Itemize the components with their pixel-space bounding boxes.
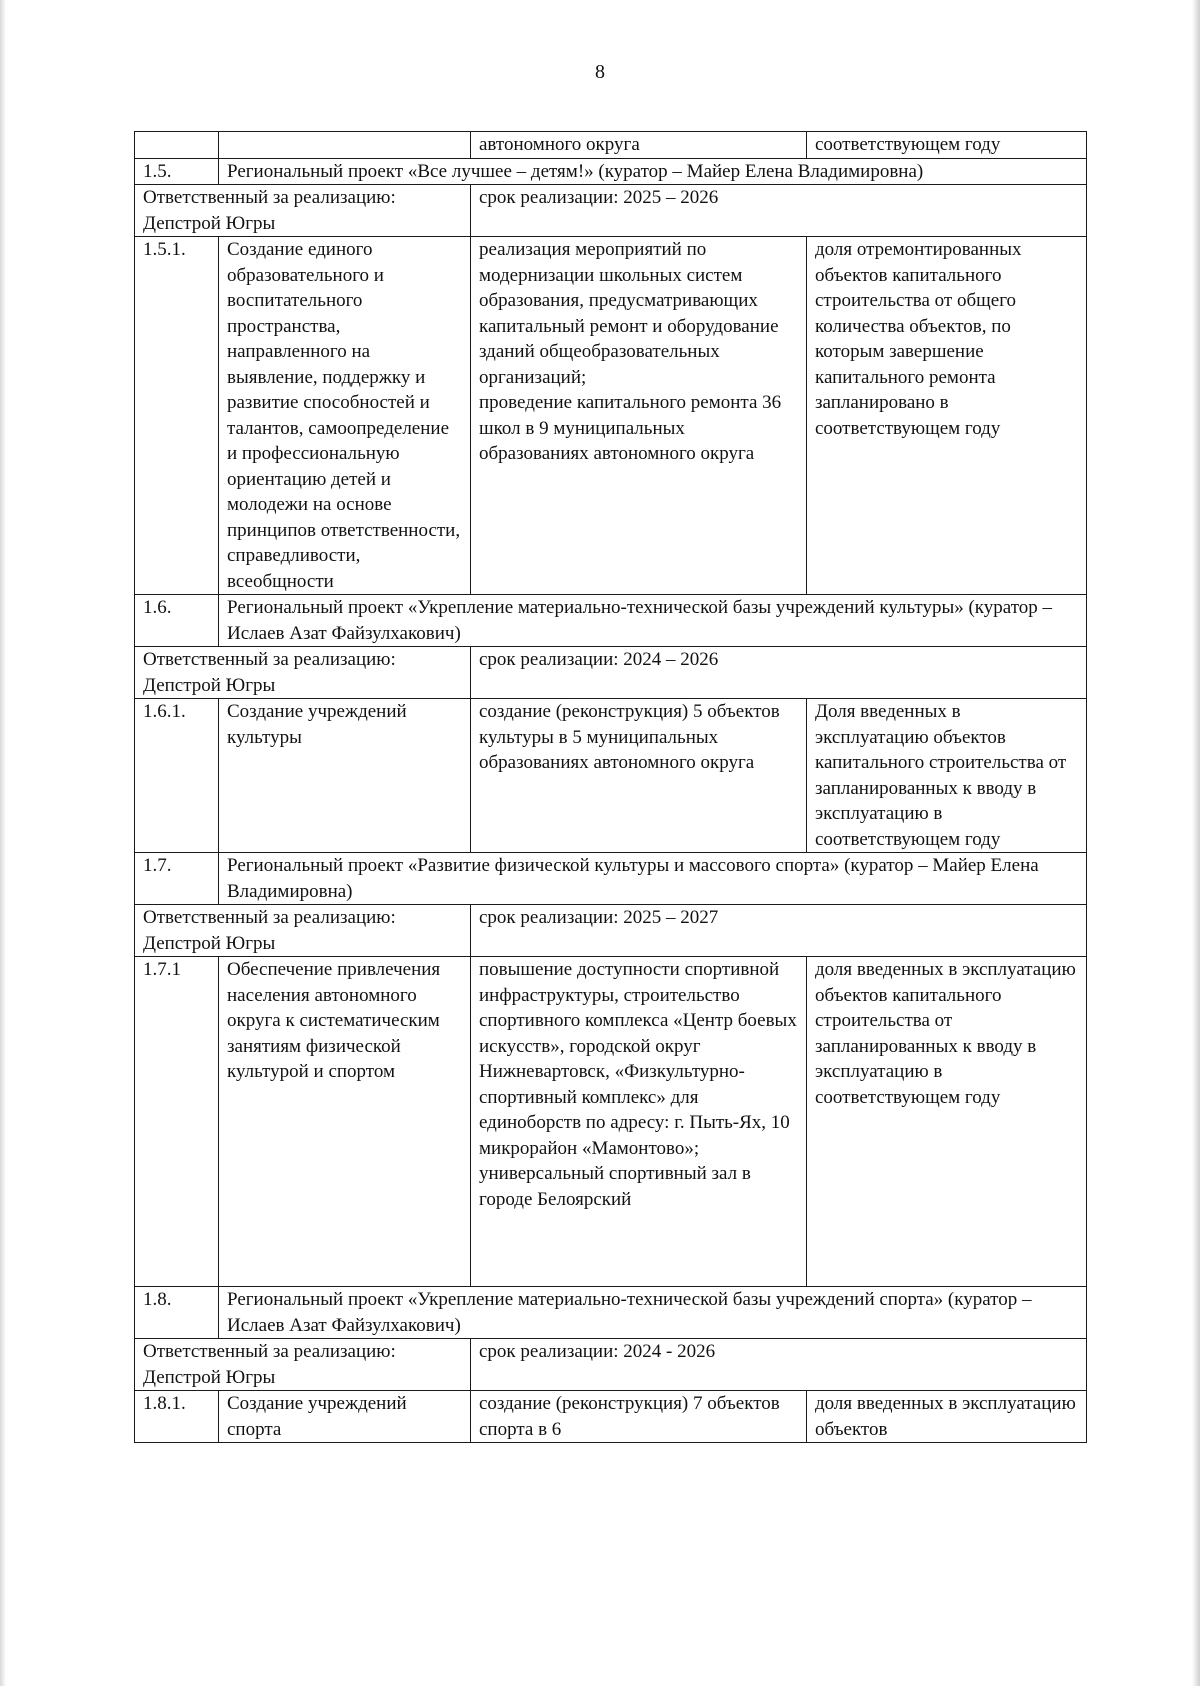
task-row-1-8-1 (135, 1391, 1087, 1443)
project-row-1-6 (135, 595, 1087, 647)
project-title: Региональный проект «Укрепление материально-технической базы учреждений спорта» (куратор – Ислаев Азат Файзулхакович) (219, 1287, 1087, 1339)
task-effect: создание (реконструкция) 5 объектов культуры в 5 муниципальных образованиях автономного округа (471, 699, 807, 853)
responsible-cell: Ответственный за реализацию: Депстрой Югры (135, 185, 471, 237)
task-number: 1.6.1. (135, 699, 219, 853)
term-cell: срок реализации: 2025 – 2026 (471, 185, 1087, 237)
project-row-1-8 (135, 1287, 1087, 1339)
responsible-row-1-5 (135, 185, 1087, 237)
task-description: Создание учреждений спорта (219, 1391, 471, 1443)
term-cell: срок реализации: 2025 – 2027 (471, 905, 1087, 957)
project-number: 1.5. (135, 158, 219, 185)
project-row-1-7 (135, 853, 1087, 905)
effect-line: проведение капитального ремонта 36 школ в 9 муниципальных образованиях автономного округа (479, 392, 782, 464)
task-effect: повышение доступности спортивной инфраструктуры, строительство спортивного комплекса «Центр боевых искусств», городской округ Нижневартовск, «Физкультурно-спортивный комплекс» для единоборств по адресу: г. Пыть-Ях, 10 микрорайон «Мамонтово»; универсальный спортивный зал в городе Белоярский (471, 957, 807, 1287)
project-title: Региональный проект «Развитие физической культуры и массового спорта» (куратор – Майер Елена Владимировна) (219, 853, 1087, 905)
table-row-continuation (135, 132, 1087, 159)
task-row-1-6-1 (135, 699, 1087, 853)
task-number: 1.8.1. (135, 1391, 219, 1443)
project-row-1-5 (135, 158, 1087, 185)
term-cell: срок реализации: 2024 – 2026 (471, 647, 1087, 699)
task-effect (471, 237, 807, 595)
term-cell: срок реализации: 2024 - 2026 (471, 1339, 1087, 1391)
responsible-row-1-7 (135, 905, 1087, 957)
task-description: Создание учреждений культуры (219, 699, 471, 853)
project-number: 1.8. (135, 1287, 219, 1339)
responsible-cell: Ответственный за реализацию: Депстрой Югры (135, 1339, 471, 1391)
task-number: 1.7.1 (135, 957, 219, 1287)
scan-edge-right (1192, 0, 1200, 1686)
project-number: 1.6. (135, 595, 219, 647)
task-description: Создание единого образовательного и воспитательного пространства, направленного на выявление, поддержку и развитие способностей и талантов, самоопределение и профессиональную ориентацию детей и молодежи на основе принципов ответственности, справедливости, всеобщности (219, 237, 471, 595)
page-number: 8 (595, 61, 605, 83)
scan-edge-left (0, 0, 6, 1686)
task-indicator: Доля введенных в эксплуатацию объектов капитального строительства от запланированных к вводу в эксплуатацию в соответствующем году (807, 699, 1087, 853)
task-row-1-5-1 (135, 237, 1087, 595)
structural-elements-table (134, 131, 1087, 1443)
project-title: Региональный проект «Все лучшее – детям!» (куратор – Майер Елена Владимировна) (219, 158, 1087, 185)
effect-line: реализация мероприятий по модернизации школьных систем образования, предусматривающих капитальный ремонт и оборудование зданий общеобразовательных организаций; (479, 239, 779, 388)
project-number: 1.7. (135, 853, 219, 905)
task-description: Обеспечение привлечения населения автономного округа к систематическим занятиям физической культурой и спортом (219, 957, 471, 1287)
cell-num (135, 132, 219, 159)
task-indicator: доля введенных в эксплуатацию объектов капитального строительства от запланированных к вводу в эксплуатацию в соответствующем году (807, 957, 1087, 1287)
responsible-row-1-6 (135, 647, 1087, 699)
project-title: Региональный проект «Укрепление материально-технической базы учреждений культуры» (куратор – Ислаев Азат Файзулхакович) (219, 595, 1087, 647)
task-indicator: доля отремонтированных объектов капитального строительства от общего количества объектов, по которым завершение капитального ремонта запланировано в соответствующем году (807, 237, 1087, 595)
responsible-cell: Ответственный за реализацию: Депстрой Югры (135, 905, 471, 957)
cell-task (219, 132, 471, 159)
responsible-row-1-8 (135, 1339, 1087, 1391)
cell-indicator: соответствующем году (807, 132, 1087, 159)
task-indicator: доля введенных в эксплуатацию объектов (807, 1391, 1087, 1443)
task-row-1-7-1 (135, 957, 1087, 1287)
responsible-cell: Ответственный за реализацию: Депстрой Югры (135, 647, 471, 699)
task-effect: создание (реконструкция) 7 объектов спорта в 6 (471, 1391, 807, 1443)
cell-effect: автономного округа (471, 132, 807, 159)
task-number: 1.5.1. (135, 237, 219, 595)
